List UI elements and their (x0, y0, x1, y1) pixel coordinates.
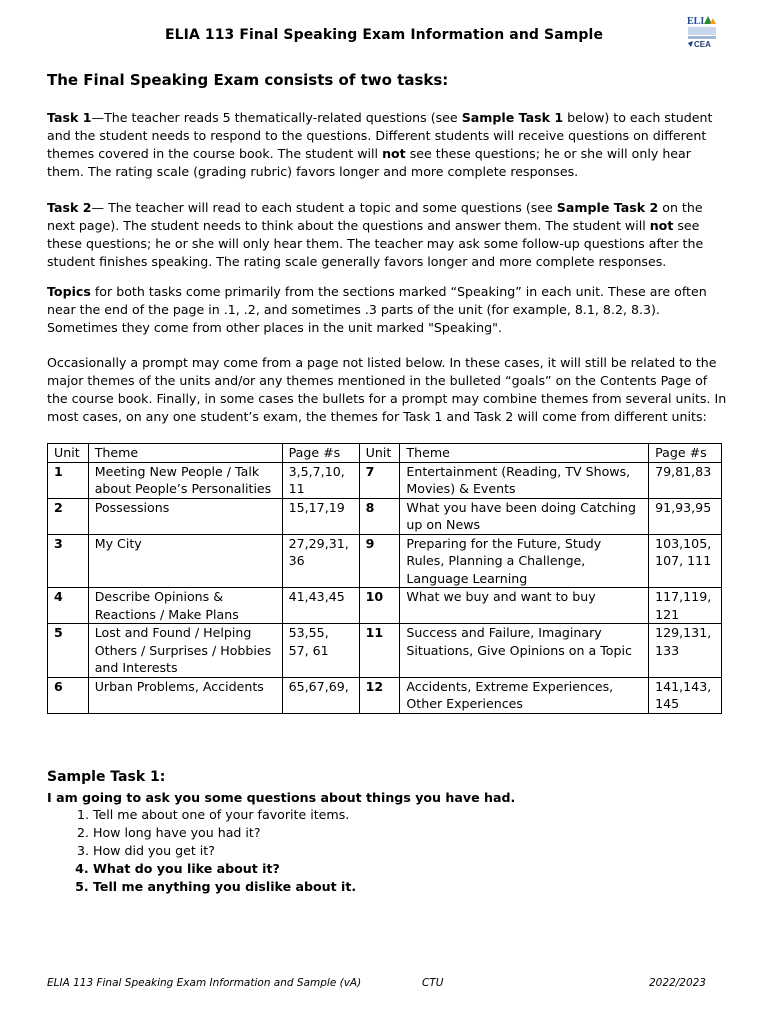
table-row (48, 462, 722, 498)
table-row (48, 498, 722, 534)
unit-cell: 12 (359, 677, 400, 713)
task2-text-3: see these questions; he or she will only hear them. The teacher may ask some follow-up questions after the student finishes speaking. The rating scale generally favors longer and more complete responses. (47, 218, 704, 269)
header-cell: Theme (400, 444, 649, 463)
task1-bold-2: not (382, 146, 406, 161)
pages-cell: 65,67,69, (282, 677, 359, 713)
pages-cell: 15,17,19 (282, 498, 359, 534)
eli-cea-logo (686, 14, 720, 50)
table-header-row (48, 444, 722, 463)
theme-cell: Success and Failure, Imaginary Situations, Give Opinions on a Topic (400, 624, 649, 678)
table-row (48, 677, 722, 713)
list-item: 5. Tell me anything you dislike about it. (93, 878, 356, 896)
theme-cell: What you have been doing Catching up on News (400, 498, 649, 534)
table-row (48, 588, 722, 624)
theme-cell: Entertainment (Reading, TV Shows, Movies) & Events (400, 462, 649, 498)
theme-cell: Preparing for the Future, Study Rules, Planning a Challenge, Language Learning (400, 534, 649, 588)
section-heading: The Final Speaking Exam consists of two tasks: (47, 71, 449, 89)
footer-year: 2022/2023 (649, 977, 706, 989)
pages-cell: 53,55, 57, 61 (282, 624, 359, 678)
list-item: 3. How did you get it? (93, 842, 356, 860)
header-cell: Theme (88, 444, 282, 463)
theme-cell: Urban Problems, Accidents (88, 677, 282, 713)
pages-cell: 103,105, 107, 111 (649, 534, 722, 588)
table-row (48, 534, 722, 588)
theme-cell: Possessions (88, 498, 282, 534)
pages-cell: 41,43,45 (282, 588, 359, 624)
sample-questions-list (47, 806, 356, 896)
unit-cell: 3 (48, 534, 89, 588)
task2-paragraph (47, 199, 727, 271)
theme-cell: Accidents, Extreme Experiences, Other Experiences (400, 677, 649, 713)
task2-bold-2: not (649, 218, 674, 233)
topics-paragraph (47, 283, 727, 337)
unit-cell: 7 (359, 462, 400, 498)
logo-text-top: ELI (687, 16, 705, 27)
topics-text: for both tasks come primarily from the sections marked “Speaking” in each unit. These are often near the end of the page in .1, .2, and sometimes .3 parts of the unit (for example, 8.1, 8.2, 8.3). Sometimes they come from other places in the unit marked "Speaking". (47, 284, 707, 335)
theme-cell: Meeting New People / Talk about People’s Personalities (88, 462, 282, 498)
task1-paragraph (47, 109, 727, 181)
occasionally-paragraph: Occasionally a prompt may come from a page not listed below. In these cases, it will still be related to the major themes of the units and/or any themes mentioned in the bulleted “goals” on the Contents Page of the course book. Finally, in some cases the bullets for a prompt may combine themes from several units. In most cases, on any one student’s exam, the themes for Task 1 and Task 2 will come from different units: (47, 355, 727, 424)
unit-cell: 5 (48, 624, 89, 678)
footer-document-title: ELIA 113 Final Speaking Exam Information and Sample (vA) (47, 977, 362, 989)
task1-bold-1: Sample Task 1 (461, 110, 564, 125)
page-title: ELIA 113 Final Speaking Exam Information and Sample (164, 27, 604, 43)
task2-text-2: on the next page). The student needs to think about the questions and answer them. The student will (47, 200, 703, 233)
list-item: 4. What do you like about it? (93, 860, 356, 878)
task2-label: Task 2 (47, 200, 92, 215)
header-cell: Page #s (649, 444, 722, 463)
sample-task-heading: Sample Task 1: (47, 769, 166, 785)
sample-task-intro: I am going to ask you some questions about things you have had. (47, 790, 516, 805)
header-cell: Unit (359, 444, 400, 463)
unit-cell: 4 (48, 588, 89, 624)
pages-cell: 27,29,31, 36 (282, 534, 359, 588)
task1-text-2: below) to each student and the student needs to respond to the questions. Different students will receive questions on different themes covered in the course book. The student will (47, 110, 713, 161)
task1-text-3: see these questions; he or she will only hear them. The rating scale (grading rubric) favors longer and more complete responses. (47, 146, 691, 179)
pages-cell: 79,81,83 (649, 462, 722, 498)
list-item: 2. How long have you had it? (93, 824, 356, 842)
unit-cell: 11 (359, 624, 400, 678)
theme-cell: Lost and Found / Helping Others / Surprises / Hobbies and Interests (88, 624, 282, 678)
theme-cell: My City (88, 534, 282, 588)
footer-institution: CTU (422, 977, 444, 989)
unit-cell: 8 (359, 498, 400, 534)
task2-text-1: — The teacher will read to each student a topic and some questions (see (91, 200, 557, 215)
pages-cell: 3,5,7,10, 11 (282, 462, 359, 498)
logo-text-bottom: CEA (694, 40, 711, 49)
unit-cell: 9 (359, 534, 400, 588)
task1-label: Task 1 (47, 110, 92, 125)
header-cell: Unit (48, 444, 89, 463)
theme-cell: What we buy and want to buy (400, 588, 649, 624)
theme-cell: Describe Opinions & Reactions / Make Plans (88, 588, 282, 624)
unit-cell: 1 (48, 462, 89, 498)
topics-label: Topics (47, 284, 91, 299)
task2-bold-1: Sample Task 2 (556, 200, 659, 215)
header-cell: Page #s (282, 444, 359, 463)
unit-cell: 6 (48, 677, 89, 713)
list-item: 1. Tell me about one of your favorite items. (93, 806, 356, 824)
pages-cell: 141,143, 145 (649, 677, 722, 713)
pages-cell: 117,119, 121 (649, 588, 722, 624)
units-table (47, 443, 722, 714)
unit-cell: 2 (48, 498, 89, 534)
pages-cell: 129,131, 133 (649, 624, 722, 678)
table-row (48, 624, 722, 678)
task1-text-1: —The teacher reads 5 thematically-related questions (see (91, 110, 462, 125)
pages-cell: 91,93,95 (649, 498, 722, 534)
unit-cell: 10 (359, 588, 400, 624)
